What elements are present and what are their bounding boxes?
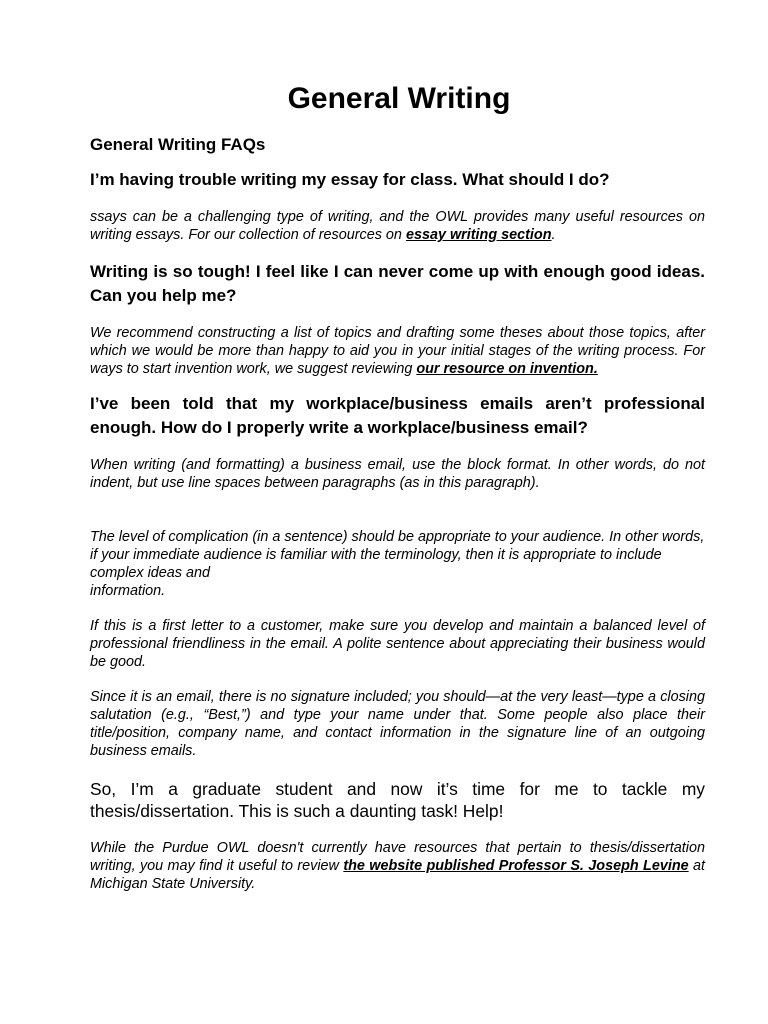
faq-answer-3-paragraph-2-end: information. — [90, 583, 166, 599]
faq-answer-1-text: ssays can be a challenging type of writing, and the OWL provides many useful resources on writing essays. For our collection of resources on — [90, 209, 705, 243]
faq-answer-3-paragraph-2 — [90, 528, 705, 600]
faq-answer-1 — [90, 208, 705, 244]
faq-subheading: General Writing FAQs — [90, 135, 266, 154]
faq-answer-3-paragraph-4: Since it is an email, there is no signature included; you should—at the very least—type a closing salutation (e.g., “Best,”) and type your name under that. Some people also place their title/position, company name, and contact information in the signature line of an outgoing business emails. — [90, 689, 705, 759]
faq-question-2: Writing is so tough! I feel like I can never come up with enough good ideas. Can you help me? — [90, 262, 705, 305]
faq-answer-3-paragraph-1: When writing (and formatting) a business email, use the block format. In other words, do not indent, but use line spaces between paragraphs (as in this paragraph). — [90, 457, 705, 491]
faq-answer-1-period: . — [551, 227, 556, 243]
invention-resource-link[interactable]: our resource on invention. — [416, 361, 598, 377]
faq-question-3: I’ve been told that my workplace/business emails aren’t professional enough. How do I properly write a workplace/business email? — [90, 394, 705, 437]
faq-answer-4 — [90, 839, 705, 893]
faq-answer-2 — [90, 324, 705, 378]
faq-answer-2-text: We recommend constructing a list of topics and drafting some theses about those topics, after which we would be more than happy to aid you in your initial stages of the writing process. For ways to start invention work, we suggest reviewing — [90, 325, 705, 377]
essay-writing-section-link[interactable]: essay writing section — [405, 227, 552, 243]
faq-answer-4-text: While the Purdue OWL doesn't currently have resources that pertain to thesis/dissertation writing, you may find it useful to review — [90, 840, 705, 874]
faq-answer-3-paragraph-2-main: The level of complication (in a sentence) should be appropriate to your audience. In other words, if your immediate audience is familiar with the terminology, then it is appropriate to include complex ideas and — [90, 529, 705, 581]
faq-answer-4-after: at Michigan State University. — [90, 858, 705, 892]
faq-question-4: So, I’m a graduate student and now it’s time for me to tackle my thesis/dissertation. This is such a daunting task! Help! — [90, 779, 705, 821]
levine-website-link[interactable]: the website published Professor S. Joseph Levine — [343, 858, 689, 874]
page-title: General Writing — [287, 82, 511, 115]
faq-answer-3-paragraph-3: If this is a first letter to a customer, make sure you develop and maintain a balanced level of professional friendliness in the email. A polite sentence about appreciating their business would be good. — [90, 618, 705, 670]
document-page — [90, 80, 705, 893]
faq-question-1: I’m having trouble writing my essay for class. What should I do? — [90, 170, 610, 189]
